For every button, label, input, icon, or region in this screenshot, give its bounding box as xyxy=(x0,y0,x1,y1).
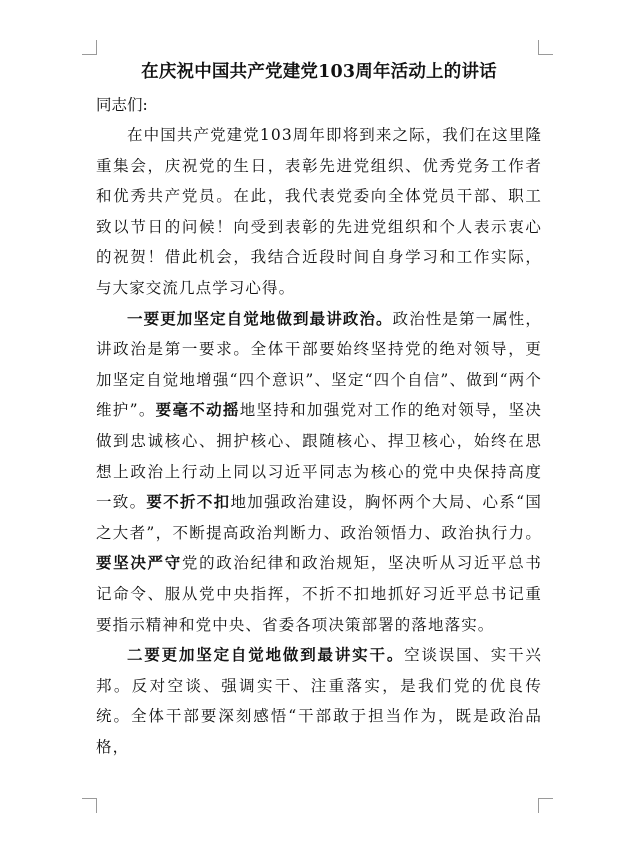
section-1-emphasis-3: 要坚决严守 xyxy=(96,553,182,573)
section-2-heading: 二要更加坚定自觉地做到最讲实干。 xyxy=(127,645,405,665)
section-1-text-3: 地加强政治建设，胸怀两个大局、心系“国之大者”，不断提高政治判断力、政治领悟力、政治执行力。 xyxy=(96,493,542,542)
margin-mark-top-right xyxy=(538,40,553,55)
document-body xyxy=(96,58,542,762)
section-1-emphasis-2: 要不折不扣 xyxy=(146,492,231,512)
section-1-emphasis-1: 要毫不动摇 xyxy=(155,400,240,420)
section-1-paragraph xyxy=(96,304,542,641)
margin-mark-top-left xyxy=(82,40,97,55)
section-2-paragraph xyxy=(96,640,542,762)
intro-paragraph: 在中国共产党建党103周年即将到来之际，我们在这里隆重集会，庆祝党的生日，表彰先进党组织、优秀党务工作者和优秀共产党员。在此，我代表党委向全体党员干部、职工致以节日的问候！向受到表彰的先进党组织和个人表示衷心的祝贺！借此机会，我结合近段时间自身学习和工作实际，与大家交流几点学习心得。 xyxy=(96,126,542,297)
margin-mark-bottom-right xyxy=(538,798,553,813)
margin-mark-bottom-left xyxy=(82,798,97,813)
section-1-text-2: 地坚持和加强党对工作的绝对领导，坚决做到忠诚核心、拥护核心、跟随核心、捍卫核心，始终在思想上政治上行动上同以习近平同志为核心的党中央保持高度一致。 xyxy=(96,401,542,512)
document-title: 在庆祝中国共产党建党103周年活动上的讲话 xyxy=(141,62,497,82)
salutation: 同志们: xyxy=(96,96,148,114)
section-2-text-1: 空谈误国、实干兴邦。反对空谈、强调实干、注重落实，是我们党的优良传统。全体干部要深刻感悟“干部敢于担当作为，既是政治品格， xyxy=(96,646,542,756)
section-1-heading: 一要更加坚定自觉地做到最讲政治。 xyxy=(127,308,393,328)
section-1-text-1: 政治性是第一属性，讲政治是第一要求。全体干部要始终坚持党的绝对领导，更加坚定自觉地增强“四个意识”、坚定“四个自信”、做到“两个维护”。 xyxy=(96,309,543,420)
section-1-text-4: 党的政治纪律和政治规矩，坚决听从习近平总书记命令、服从党中央指挥，不折不扣地抓好习近平总书记重要指示精神和党中央、省委各项决策部署的落地落实。 xyxy=(96,554,542,634)
